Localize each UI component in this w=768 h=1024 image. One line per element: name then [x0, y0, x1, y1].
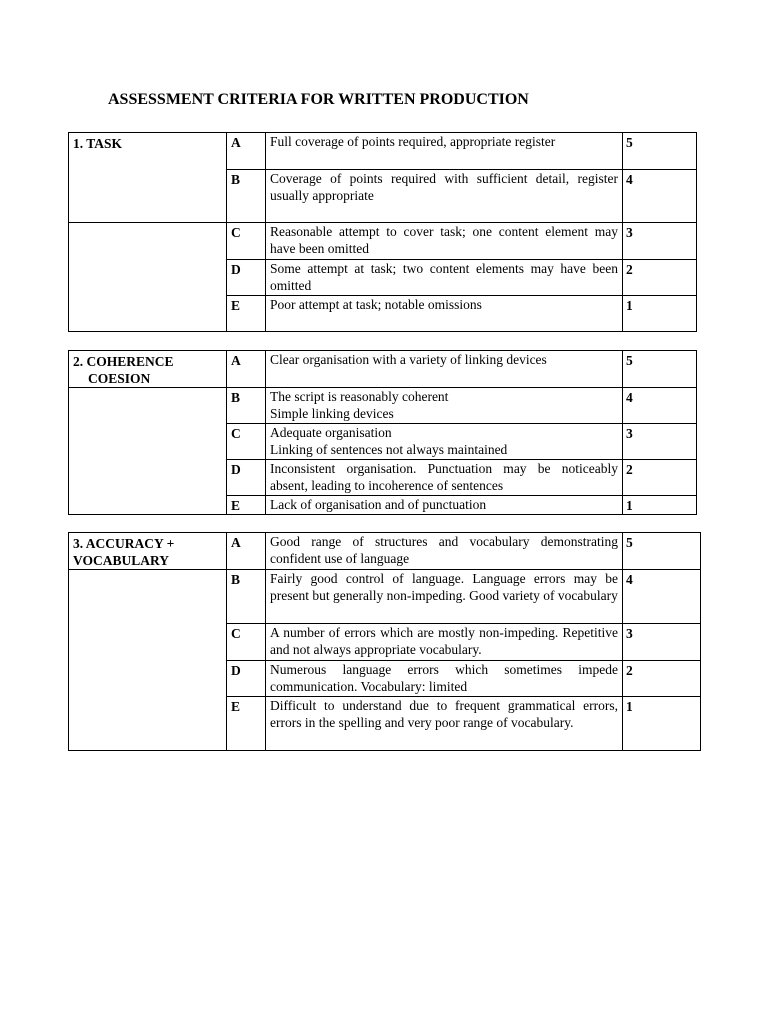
band-score: 2	[623, 260, 697, 296]
table-row	[69, 533, 701, 570]
band-description	[266, 424, 623, 460]
band-score: 4	[623, 388, 697, 424]
criterion-line-1: 3. ACCURACY +	[73, 536, 175, 551]
band-description	[266, 388, 623, 424]
band-score: 2	[623, 661, 701, 697]
band-description: Clear organisation with a variety of linking devices	[266, 351, 623, 388]
description-line: Linking of sentences not always maintained	[270, 442, 508, 457]
description-line: The script is reasonably coherent	[270, 389, 449, 404]
band-score: 1	[623, 697, 701, 751]
band-score: 3	[623, 624, 701, 661]
band-letter: C	[227, 424, 266, 460]
band-score: 3	[623, 223, 697, 260]
table-row	[69, 570, 701, 624]
band-score: 1	[623, 296, 697, 332]
band-description: Good range of structures and vocabulary demonstrating confident use of language	[266, 533, 623, 570]
band-letter: A	[227, 133, 266, 170]
band-description: Reasonable attempt to cover task; one content element may have been omitted	[266, 223, 623, 260]
criterion-label	[69, 351, 227, 388]
band-letter: B	[227, 388, 266, 424]
band-letter: B	[227, 170, 266, 223]
band-letter: D	[227, 260, 266, 296]
band-score: 5	[623, 533, 701, 570]
band-letter: D	[227, 460, 266, 496]
band-score: 2	[623, 460, 697, 496]
band-score: 1	[623, 496, 697, 515]
band-letter: E	[227, 496, 266, 515]
band-letter: A	[227, 533, 266, 570]
criterion-blank-cell	[69, 223, 227, 332]
band-letter: A	[227, 351, 266, 388]
band-letter: C	[227, 223, 266, 260]
band-description: Fairly good control of language. Language errors may be present but generally non-impeding. Good variety of vocabulary	[266, 570, 623, 624]
band-score: 5	[623, 133, 697, 170]
band-letter: E	[227, 697, 266, 751]
table-row	[69, 133, 697, 170]
description-line: Simple linking devices	[270, 406, 394, 421]
page-title: ASSESSMENT CRITERIA FOR WRITTEN PRODUCTION	[108, 91, 529, 108]
description-line: Adequate organisation	[270, 425, 392, 440]
band-description: A number of errors which are mostly non-impeding. Repetitive and not always appropriate vocabulary.	[266, 624, 623, 661]
table-row	[69, 351, 697, 388]
band-letter: E	[227, 296, 266, 332]
accuracy-vocabulary-criteria-table	[68, 532, 701, 751]
band-score: 5	[623, 351, 697, 388]
criterion-label	[69, 533, 227, 570]
band-description: Poor attempt at task; notable omissions	[266, 296, 623, 332]
band-score: 4	[623, 170, 697, 223]
band-description: Inconsistent organisation. Punctuation may be noticeably absent, leading to incoherence of sentences	[266, 460, 623, 496]
band-description: Lack of organisation and of punctuation	[266, 496, 623, 515]
band-letter: B	[227, 570, 266, 624]
criterion-line-1: 2. COHERENCE	[73, 354, 174, 369]
band-letter: D	[227, 661, 266, 697]
task-criteria-table	[68, 132, 697, 332]
criterion-label: 1. TASK	[69, 133, 227, 223]
criterion-blank-cell	[69, 570, 227, 751]
band-description: Full coverage of points required, appropriate register	[266, 133, 623, 170]
table-row	[69, 388, 697, 424]
band-description: Coverage of points required with sufficient detail, register usually appropriate	[266, 170, 623, 223]
band-letter: C	[227, 624, 266, 661]
band-description: Difficult to understand due to frequent grammatical errors, errors in the spelling and very poor range of vocabulary.	[266, 697, 623, 751]
band-score: 3	[623, 424, 697, 460]
coherence-criteria-table	[68, 350, 697, 515]
criterion-line-2: VOCABULARY	[73, 553, 170, 568]
band-description: Some attempt at task; two content elements may have been omitted	[266, 260, 623, 296]
band-description: Numerous language errors which sometimes impede communication. Vocabulary: limited	[266, 661, 623, 697]
criterion-blank-cell	[69, 388, 227, 515]
criterion-line-2: COESION	[88, 371, 151, 386]
table-row	[69, 223, 697, 260]
band-score: 4	[623, 570, 701, 624]
